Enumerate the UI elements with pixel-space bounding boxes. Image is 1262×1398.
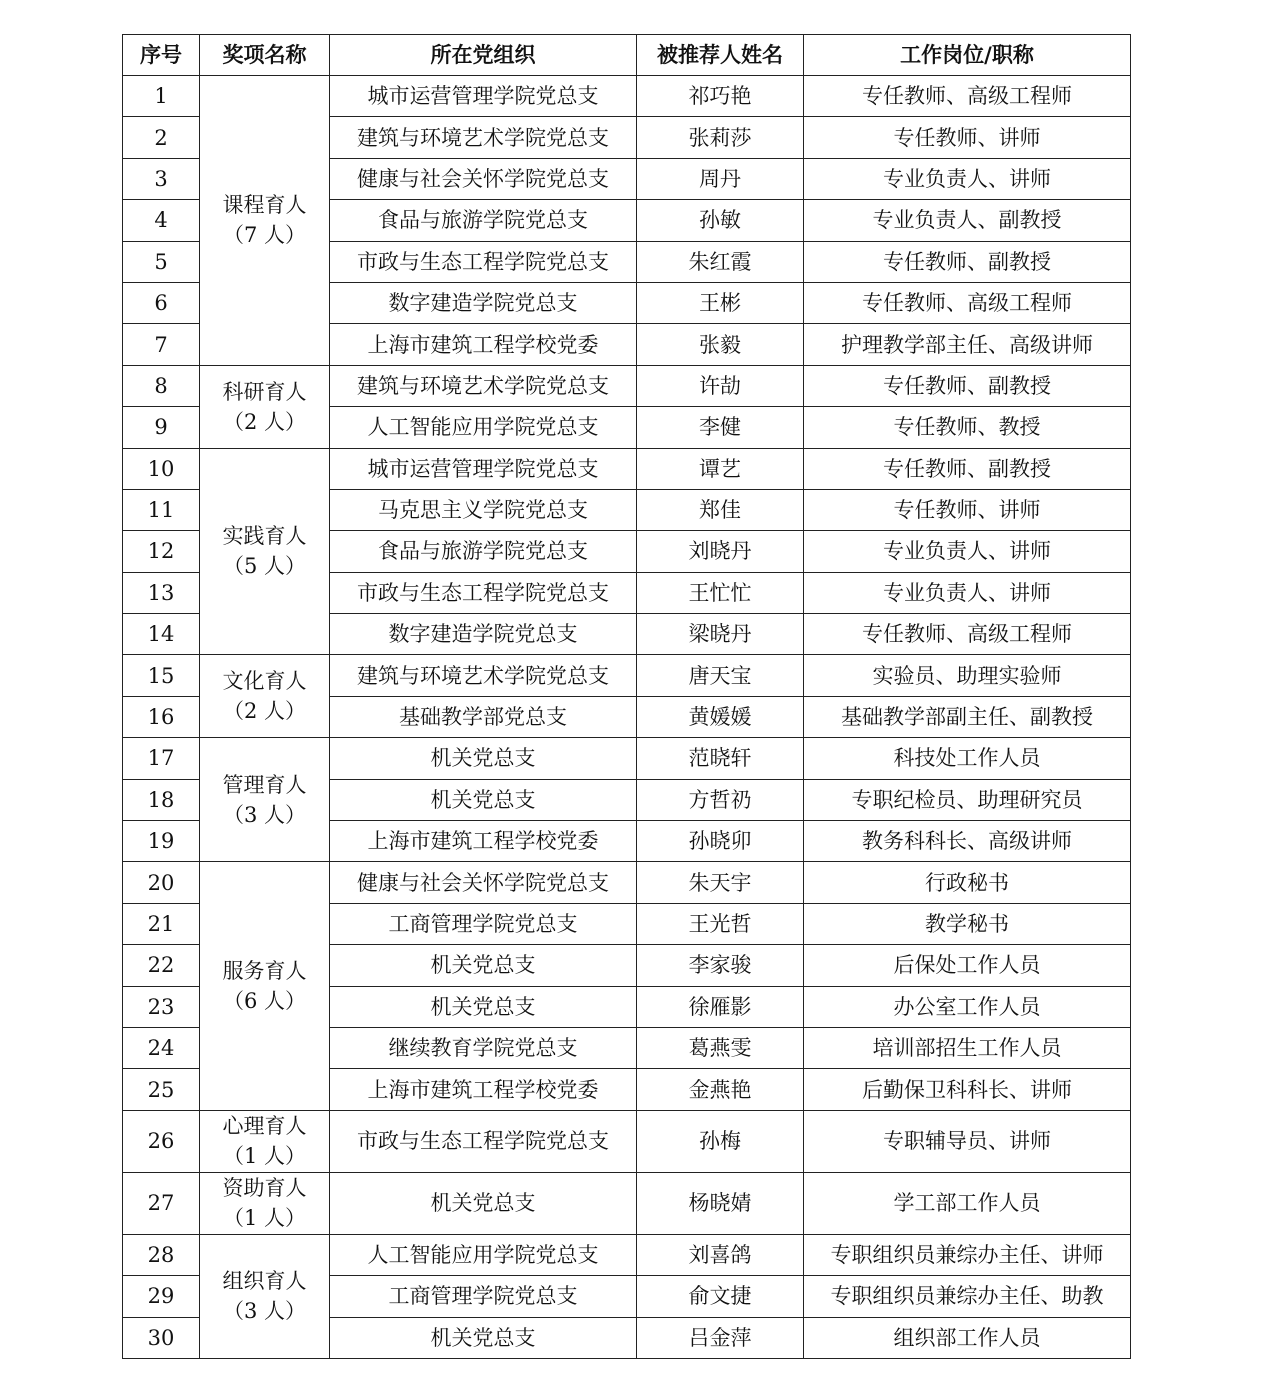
table-body	[123, 76, 1131, 1359]
org-cell: 上海市建筑工程学校党委	[330, 821, 637, 862]
org-cell: 机关党总支	[330, 738, 637, 779]
name-cell: 张毅	[637, 324, 804, 365]
seq-cell: 13	[123, 572, 200, 613]
org-cell: 机关党总支	[330, 945, 637, 986]
org-cell: 健康与社会关怀学院党总支	[330, 158, 637, 199]
award-count: （5 人）	[222, 554, 307, 579]
award-count: （2 人）	[222, 699, 307, 724]
seq-cell: 10	[123, 448, 200, 489]
name-cell: 孙晓卯	[637, 821, 804, 862]
award-name: 心理育人	[222, 1114, 307, 1139]
title-cell: 专业负责人、副教授	[804, 200, 1131, 241]
org-cell: 人工智能应用学院党总支	[330, 1234, 637, 1275]
table-row	[123, 655, 1131, 696]
title-cell: 行政秘书	[804, 862, 1131, 903]
name-cell: 范晓轩	[637, 738, 804, 779]
header-row	[123, 35, 1131, 76]
award-count: （3 人）	[222, 1299, 307, 1324]
org-cell: 市政与生态工程学院党总支	[330, 241, 637, 282]
name-cell: 徐雁影	[637, 986, 804, 1027]
title-cell: 后保处工作人员	[804, 945, 1131, 986]
title-cell: 专任教师、讲师	[804, 117, 1131, 158]
seq-cell: 25	[123, 1069, 200, 1110]
name-cell: 刘晓丹	[637, 531, 804, 572]
seq-cell: 1	[123, 76, 200, 117]
title-cell: 专职组织员兼综办主任、讲师	[804, 1234, 1131, 1275]
name-cell: 吕金萍	[637, 1317, 804, 1358]
award-cell	[200, 862, 330, 1110]
title-cell: 专业负责人、讲师	[804, 531, 1131, 572]
title-cell: 专任教师、教授	[804, 407, 1131, 448]
header-award: 奖项名称	[200, 35, 330, 76]
award-name: 课程育人	[222, 193, 307, 218]
name-cell: 李家骏	[637, 945, 804, 986]
seq-cell: 19	[123, 821, 200, 862]
org-cell: 食品与旅游学院党总支	[330, 200, 637, 241]
award-count: （3 人）	[222, 802, 307, 827]
title-cell: 培训部招生工作人员	[804, 1027, 1131, 1068]
title-cell: 教学秘书	[804, 903, 1131, 944]
seq-cell: 20	[123, 862, 200, 903]
seq-cell: 8	[123, 365, 200, 406]
name-cell: 方哲礽	[637, 779, 804, 820]
table-row	[123, 1110, 1131, 1172]
seq-cell: 28	[123, 1234, 200, 1275]
seq-cell: 7	[123, 324, 200, 365]
name-cell: 郑佳	[637, 489, 804, 530]
seq-cell: 2	[123, 117, 200, 158]
org-cell: 工商管理学院党总支	[330, 1276, 637, 1317]
org-cell: 城市运营管理学院党总支	[330, 448, 637, 489]
award-count: （2 人）	[222, 409, 307, 434]
name-cell: 王忙忙	[637, 572, 804, 613]
table-row	[123, 365, 1131, 406]
seq-cell: 14	[123, 614, 200, 655]
award-name: 文化育人	[222, 669, 307, 694]
title-cell: 实验员、助理实验师	[804, 655, 1131, 696]
title-cell: 科技处工作人员	[804, 738, 1131, 779]
header-org: 所在党组织	[330, 35, 637, 76]
award-name: 资助育人	[222, 1176, 307, 1201]
table-row	[123, 1234, 1131, 1275]
org-cell: 建筑与环境艺术学院党总支	[330, 365, 637, 406]
name-cell: 张莉莎	[637, 117, 804, 158]
award-cell	[200, 76, 330, 366]
org-cell: 建筑与环境艺术学院党总支	[330, 117, 637, 158]
name-cell: 唐天宝	[637, 655, 804, 696]
seq-cell: 12	[123, 531, 200, 572]
seq-cell: 17	[123, 738, 200, 779]
org-cell: 食品与旅游学院党总支	[330, 531, 637, 572]
award-count: （7 人）	[222, 223, 307, 248]
title-cell: 专职纪检员、助理研究员	[804, 779, 1131, 820]
title-cell: 专任教师、副教授	[804, 448, 1131, 489]
org-cell: 工商管理学院党总支	[330, 903, 637, 944]
title-cell: 办公室工作人员	[804, 986, 1131, 1027]
seq-cell: 4	[123, 200, 200, 241]
title-cell: 专职组织员兼综办主任、助教	[804, 1276, 1131, 1317]
name-cell: 朱天宇	[637, 862, 804, 903]
org-cell: 数字建造学院党总支	[330, 282, 637, 323]
award-count: （6 人）	[222, 989, 307, 1014]
name-cell: 王光哲	[637, 903, 804, 944]
header-name: 被推荐人姓名	[637, 35, 804, 76]
table-row	[123, 1172, 1131, 1234]
org-cell: 继续教育学院党总支	[330, 1027, 637, 1068]
name-cell: 许劼	[637, 365, 804, 406]
title-cell: 教务科科长、高级讲师	[804, 821, 1131, 862]
table-row	[123, 738, 1131, 779]
name-cell: 谭艺	[637, 448, 804, 489]
award-cell	[200, 738, 330, 862]
name-cell: 祁巧艳	[637, 76, 804, 117]
title-cell: 专任教师、高级工程师	[804, 282, 1131, 323]
org-cell: 上海市建筑工程学校党委	[330, 1069, 637, 1110]
title-cell: 专职辅导员、讲师	[804, 1110, 1131, 1172]
org-cell: 马克思主义学院党总支	[330, 489, 637, 530]
table-row	[123, 448, 1131, 489]
seq-cell: 29	[123, 1276, 200, 1317]
seq-cell: 26	[123, 1110, 200, 1172]
award-cell	[200, 448, 330, 655]
name-cell: 孙梅	[637, 1110, 804, 1172]
title-cell: 专任教师、高级工程师	[804, 76, 1131, 117]
org-cell: 健康与社会关怀学院党总支	[330, 862, 637, 903]
nominee-table	[122, 34, 1131, 1359]
org-cell: 基础教学部党总支	[330, 696, 637, 737]
title-cell: 组织部工作人员	[804, 1317, 1131, 1358]
award-name: 管理育人	[222, 772, 307, 797]
title-cell: 专业负责人、讲师	[804, 158, 1131, 199]
title-cell: 专业负责人、讲师	[804, 572, 1131, 613]
title-cell: 基础教学部副主任、副教授	[804, 696, 1131, 737]
seq-cell: 30	[123, 1317, 200, 1358]
org-cell: 建筑与环境艺术学院党总支	[330, 655, 637, 696]
name-cell: 李健	[637, 407, 804, 448]
org-cell: 人工智能应用学院党总支	[330, 407, 637, 448]
table-row	[123, 76, 1131, 117]
title-cell: 护理教学部主任、高级讲师	[804, 324, 1131, 365]
name-cell: 王彬	[637, 282, 804, 323]
name-cell: 金燕艳	[637, 1069, 804, 1110]
seq-cell: 23	[123, 986, 200, 1027]
name-cell: 梁晓丹	[637, 614, 804, 655]
name-cell: 周丹	[637, 158, 804, 199]
org-cell: 机关党总支	[330, 1172, 637, 1234]
name-cell: 黄媛媛	[637, 696, 804, 737]
seq-cell: 3	[123, 158, 200, 199]
award-name: 科研育人	[222, 379, 307, 404]
seq-cell: 9	[123, 407, 200, 448]
award-cell	[200, 655, 330, 738]
title-cell: 专任教师、高级工程师	[804, 614, 1131, 655]
seq-cell: 21	[123, 903, 200, 944]
award-cell	[200, 365, 330, 448]
table-row	[123, 862, 1131, 903]
award-cell	[200, 1172, 330, 1234]
seq-cell: 18	[123, 779, 200, 820]
org-cell: 数字建造学院党总支	[330, 614, 637, 655]
award-cell	[200, 1110, 330, 1172]
header-seq: 序号	[123, 35, 200, 76]
name-cell: 孙敏	[637, 200, 804, 241]
title-cell: 学工部工作人员	[804, 1172, 1131, 1234]
name-cell: 朱红霞	[637, 241, 804, 282]
title-cell: 专任教师、讲师	[804, 489, 1131, 530]
seq-cell: 22	[123, 945, 200, 986]
award-count: （1 人）	[222, 1206, 307, 1231]
org-cell: 机关党总支	[330, 779, 637, 820]
seq-cell: 24	[123, 1027, 200, 1068]
seq-cell: 11	[123, 489, 200, 530]
name-cell: 俞文捷	[637, 1276, 804, 1317]
award-cell	[200, 1234, 330, 1358]
seq-cell: 16	[123, 696, 200, 737]
name-cell: 杨晓婧	[637, 1172, 804, 1234]
title-cell: 后勤保卫科科长、讲师	[804, 1069, 1131, 1110]
org-cell: 上海市建筑工程学校党委	[330, 324, 637, 365]
org-cell: 市政与生态工程学院党总支	[330, 572, 637, 613]
award-name: 实践育人	[222, 524, 307, 549]
org-cell: 市政与生态工程学院党总支	[330, 1110, 637, 1172]
name-cell: 刘喜鸽	[637, 1234, 804, 1275]
award-name: 组织育人	[222, 1269, 307, 1294]
award-name: 服务育人	[222, 959, 307, 984]
seq-cell: 27	[123, 1172, 200, 1234]
org-cell: 城市运营管理学院党总支	[330, 76, 637, 117]
name-cell: 葛燕雯	[637, 1027, 804, 1068]
seq-cell: 15	[123, 655, 200, 696]
title-cell: 专任教师、副教授	[804, 241, 1131, 282]
header-title: 工作岗位/职称	[804, 35, 1131, 76]
org-cell: 机关党总支	[330, 1317, 637, 1358]
award-count: （1 人）	[222, 1144, 307, 1169]
seq-cell: 6	[123, 282, 200, 323]
org-cell: 机关党总支	[330, 986, 637, 1027]
seq-cell: 5	[123, 241, 200, 282]
title-cell: 专任教师、副教授	[804, 365, 1131, 406]
